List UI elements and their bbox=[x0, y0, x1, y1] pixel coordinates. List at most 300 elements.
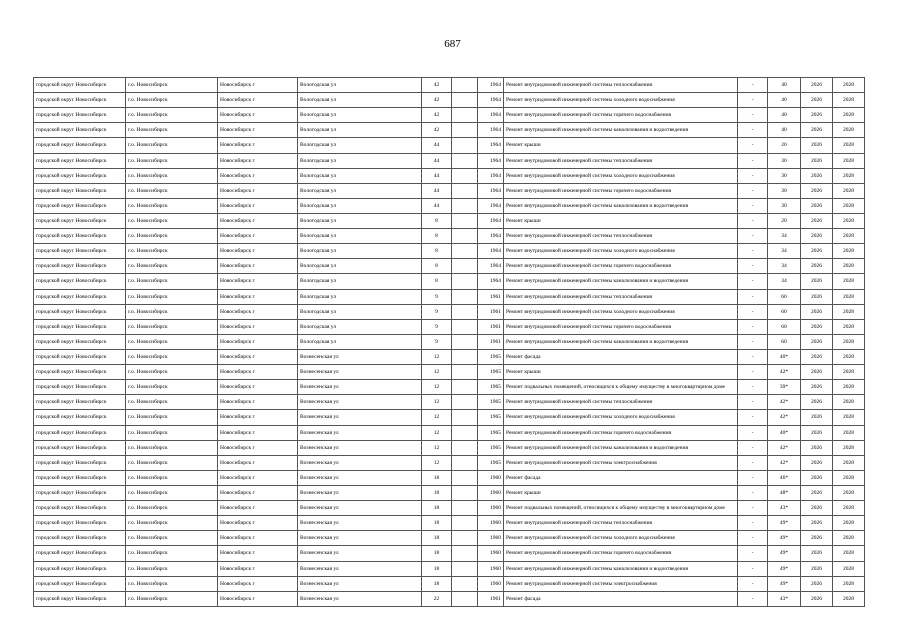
municipality-cell: городской округ Новосибирск bbox=[34, 78, 126, 93]
build-year-cell: 1965 bbox=[478, 455, 504, 470]
value-cell: 46* bbox=[768, 470, 801, 485]
building-cell bbox=[452, 93, 478, 108]
year-end-cell: 2028 bbox=[833, 244, 865, 259]
year-start-cell: 2026 bbox=[801, 395, 833, 410]
build-year-cell: 1964 bbox=[478, 259, 504, 274]
city-cell: Новосибирск г bbox=[218, 531, 298, 546]
build-year-cell: 1961 bbox=[478, 304, 504, 319]
dash-cell: - bbox=[738, 259, 768, 274]
building-cell bbox=[452, 349, 478, 364]
year-end-cell: 2028 bbox=[833, 591, 865, 606]
table-row bbox=[34, 229, 865, 244]
street-cell: Вологодская ул bbox=[298, 319, 422, 334]
build-year-cell: 1964 bbox=[478, 183, 504, 198]
build-year-cell: 1960 bbox=[478, 516, 504, 531]
value-cell: 42* bbox=[768, 395, 801, 410]
table-row bbox=[34, 183, 865, 198]
work-type-cell: Ремонт внутридомовой инженерной системы холодного водоснабжения bbox=[504, 531, 738, 546]
city-cell: Новосибирск г bbox=[218, 213, 298, 228]
year-end-cell: 2028 bbox=[833, 380, 865, 395]
district-cell: г.о. Новосибирск bbox=[126, 319, 218, 334]
street-cell: Вознесенская ул bbox=[298, 531, 422, 546]
city-cell: Новосибирск г bbox=[218, 123, 298, 138]
district-cell: г.о. Новосибирск bbox=[126, 531, 218, 546]
house-number-cell: 12 bbox=[422, 365, 452, 380]
house-number-cell: 44 bbox=[422, 183, 452, 198]
work-type-cell: Ремонт внутридомовой инженерной системы канализования и водоотведения bbox=[504, 274, 738, 289]
year-end-cell: 2028 bbox=[833, 516, 865, 531]
dash-cell: - bbox=[738, 244, 768, 259]
street-cell: Вологодская ул bbox=[298, 198, 422, 213]
municipality-cell: городской округ Новосибирск bbox=[34, 380, 126, 395]
year-end-cell: 2028 bbox=[833, 334, 865, 349]
year-start-cell: 2026 bbox=[801, 213, 833, 228]
value-cell: 30 bbox=[768, 183, 801, 198]
street-cell: Вологодская ул bbox=[298, 78, 422, 93]
dash-cell: - bbox=[738, 123, 768, 138]
dash-cell: - bbox=[738, 516, 768, 531]
city-cell: Новосибирск г bbox=[218, 501, 298, 516]
value-cell: 40* bbox=[768, 425, 801, 440]
house-number-cell: 42 bbox=[422, 108, 452, 123]
municipality-cell: городской округ Новосибирск bbox=[34, 244, 126, 259]
street-cell: Вознесенская ул bbox=[298, 410, 422, 425]
year-start-cell: 2026 bbox=[801, 531, 833, 546]
municipality-cell: городской округ Новосибирск bbox=[34, 501, 126, 516]
dash-cell: - bbox=[738, 213, 768, 228]
city-cell: Новосибирск г bbox=[218, 259, 298, 274]
dash-cell: - bbox=[738, 319, 768, 334]
table-row bbox=[34, 576, 865, 591]
city-cell: Новосибирск г bbox=[218, 410, 298, 425]
work-type-cell: Ремонт внутридомовой инженерной системы канализования и водоотведения bbox=[504, 198, 738, 213]
building-cell bbox=[452, 425, 478, 440]
build-year-cell: 1961 bbox=[478, 334, 504, 349]
year-end-cell: 2028 bbox=[833, 546, 865, 561]
build-year-cell: 1960 bbox=[478, 485, 504, 500]
city-cell: Новосибирск г bbox=[218, 485, 298, 500]
street-cell: Вознесенская ул bbox=[298, 591, 422, 606]
street-cell: Вознесенская ул bbox=[298, 365, 422, 380]
street-cell: Вознесенская ул bbox=[298, 425, 422, 440]
dash-cell: - bbox=[738, 274, 768, 289]
building-cell bbox=[452, 244, 478, 259]
work-type-cell: Ремонт внутридомовой инженерной системы теплоснабжения bbox=[504, 153, 738, 168]
work-type-cell: Ремонт внутридомовой инженерной системы горячего водоснабжения bbox=[504, 425, 738, 440]
year-start-cell: 2026 bbox=[801, 516, 833, 531]
building-cell bbox=[452, 229, 478, 244]
work-type-cell: Ремонт внутридомовой инженерной системы горячего водоснабжения bbox=[504, 259, 738, 274]
district-cell: г.о. Новосибирск bbox=[126, 138, 218, 153]
year-start-cell: 2026 bbox=[801, 183, 833, 198]
value-cell: 34 bbox=[768, 274, 801, 289]
dash-cell: - bbox=[738, 198, 768, 213]
value-cell: 20 bbox=[768, 138, 801, 153]
city-cell: Новосибирск г bbox=[218, 440, 298, 455]
building-cell bbox=[452, 365, 478, 380]
dash-cell: - bbox=[738, 183, 768, 198]
table-row bbox=[34, 561, 865, 576]
repair-schedule-table bbox=[33, 77, 865, 607]
table-row bbox=[34, 168, 865, 183]
district-cell: г.о. Новосибирск bbox=[126, 244, 218, 259]
city-cell: Новосибирск г bbox=[218, 365, 298, 380]
dash-cell: - bbox=[738, 153, 768, 168]
building-cell bbox=[452, 546, 478, 561]
street-cell: Вологодская ул bbox=[298, 93, 422, 108]
house-number-cell: 12 bbox=[422, 395, 452, 410]
work-type-cell: Ремонт внутридомовой инженерной системы теплоснабжения bbox=[504, 289, 738, 304]
build-year-cell: 1960 bbox=[478, 546, 504, 561]
value-cell: 39* bbox=[768, 380, 801, 395]
dash-cell: - bbox=[738, 546, 768, 561]
work-type-cell: Ремонт крыши bbox=[504, 485, 738, 500]
build-year-cell: 1964 bbox=[478, 229, 504, 244]
street-cell: Вознесенская ул bbox=[298, 501, 422, 516]
build-year-cell: 1960 bbox=[478, 531, 504, 546]
municipality-cell: городской округ Новосибирск bbox=[34, 259, 126, 274]
street-cell: Вологодская ул bbox=[298, 123, 422, 138]
build-year-cell: 1964 bbox=[478, 244, 504, 259]
municipality-cell: городской округ Новосибирск bbox=[34, 365, 126, 380]
value-cell: 34 bbox=[768, 244, 801, 259]
work-type-cell: Ремонт подвальных помещений, относящихся к общему имуществу в многоквартирном доме bbox=[504, 501, 738, 516]
district-cell: г.о. Новосибирск bbox=[126, 229, 218, 244]
table-row bbox=[34, 591, 865, 606]
value-cell: 43* bbox=[768, 501, 801, 516]
street-cell: Вознесенская ул bbox=[298, 380, 422, 395]
district-cell: г.о. Новосибирск bbox=[126, 365, 218, 380]
street-cell: Вологодская ул bbox=[298, 108, 422, 123]
build-year-cell: 1965 bbox=[478, 410, 504, 425]
year-end-cell: 2028 bbox=[833, 304, 865, 319]
table-row bbox=[34, 93, 865, 108]
district-cell: г.о. Новосибирск bbox=[126, 274, 218, 289]
house-number-cell: 42 bbox=[422, 78, 452, 93]
table-row bbox=[34, 289, 865, 304]
year-end-cell: 2028 bbox=[833, 78, 865, 93]
work-type-cell: Ремонт крыши bbox=[504, 365, 738, 380]
building-cell bbox=[452, 304, 478, 319]
district-cell: г.о. Новосибирск bbox=[126, 485, 218, 500]
city-cell: Новосибирск г bbox=[218, 576, 298, 591]
building-cell bbox=[452, 213, 478, 228]
year-end-cell: 2028 bbox=[833, 259, 865, 274]
year-start-cell: 2026 bbox=[801, 365, 833, 380]
year-end-cell: 2028 bbox=[833, 274, 865, 289]
work-type-cell: Ремонт внутридомовой инженерной системы теплоснабжения bbox=[504, 516, 738, 531]
house-number-cell: 8 bbox=[422, 274, 452, 289]
year-start-cell: 2026 bbox=[801, 153, 833, 168]
year-end-cell: 2028 bbox=[833, 108, 865, 123]
city-cell: Новосибирск г bbox=[218, 319, 298, 334]
district-cell: г.о. Новосибирск bbox=[126, 198, 218, 213]
district-cell: г.о. Новосибирск bbox=[126, 425, 218, 440]
house-number-cell: 12 bbox=[422, 410, 452, 425]
district-cell: г.о. Новосибирск bbox=[126, 123, 218, 138]
house-number-cell: 18 bbox=[422, 531, 452, 546]
building-cell bbox=[452, 319, 478, 334]
municipality-cell: городской округ Новосибирск bbox=[34, 516, 126, 531]
district-cell: г.о. Новосибирск bbox=[126, 546, 218, 561]
table-row bbox=[34, 531, 865, 546]
work-type-cell: Ремонт внутридомовой инженерной системы канализования и водоотведения bbox=[504, 561, 738, 576]
municipality-cell: городской округ Новосибирск bbox=[34, 319, 126, 334]
house-number-cell: 8 bbox=[422, 259, 452, 274]
municipality-cell: городской округ Новосибирск bbox=[34, 440, 126, 455]
work-type-cell: Ремонт внутридомовой инженерной системы холодного водоснабжения bbox=[504, 244, 738, 259]
city-cell: Новосибирск г bbox=[218, 229, 298, 244]
work-type-cell: Ремонт подвальных помещений, относящихся к общему имуществу в многоквартирном доме bbox=[504, 380, 738, 395]
district-cell: г.о. Новосибирск bbox=[126, 108, 218, 123]
city-cell: Новосибирск г bbox=[218, 138, 298, 153]
work-type-cell: Ремонт крыши bbox=[504, 138, 738, 153]
year-start-cell: 2026 bbox=[801, 229, 833, 244]
table-row bbox=[34, 485, 865, 500]
house-number-cell: 9 bbox=[422, 334, 452, 349]
city-cell: Новосибирск г bbox=[218, 561, 298, 576]
year-start-cell: 2026 bbox=[801, 259, 833, 274]
dash-cell: - bbox=[738, 289, 768, 304]
building-cell bbox=[452, 591, 478, 606]
building-cell bbox=[452, 274, 478, 289]
dash-cell: - bbox=[738, 591, 768, 606]
build-year-cell: 1960 bbox=[478, 470, 504, 485]
year-start-cell: 2026 bbox=[801, 546, 833, 561]
build-year-cell: 1965 bbox=[478, 349, 504, 364]
year-start-cell: 2026 bbox=[801, 289, 833, 304]
year-end-cell: 2028 bbox=[833, 440, 865, 455]
city-cell: Новосибирск г bbox=[218, 244, 298, 259]
year-start-cell: 2026 bbox=[801, 425, 833, 440]
district-cell: г.о. Новосибирск bbox=[126, 591, 218, 606]
building-cell bbox=[452, 410, 478, 425]
work-type-cell: Ремонт внутридомовой инженерной системы теплоснабжения bbox=[504, 78, 738, 93]
street-cell: Вологодская ул bbox=[298, 213, 422, 228]
municipality-cell: городской округ Новосибирск bbox=[34, 198, 126, 213]
street-cell: Вологодская ул bbox=[298, 183, 422, 198]
year-end-cell: 2028 bbox=[833, 319, 865, 334]
building-cell bbox=[452, 485, 478, 500]
building-cell bbox=[452, 289, 478, 304]
municipality-cell: городской округ Новосибирск bbox=[34, 410, 126, 425]
build-year-cell: 1960 bbox=[478, 501, 504, 516]
street-cell: Вологодская ул bbox=[298, 274, 422, 289]
year-end-cell: 2028 bbox=[833, 561, 865, 576]
table-row bbox=[34, 78, 865, 93]
district-cell: г.о. Новосибирск bbox=[126, 183, 218, 198]
street-cell: Вознесенская ул bbox=[298, 349, 422, 364]
building-cell bbox=[452, 395, 478, 410]
city-cell: Новосибирск г bbox=[218, 455, 298, 470]
municipality-cell: городской округ Новосибирск bbox=[34, 455, 126, 470]
build-year-cell: 1964 bbox=[478, 153, 504, 168]
street-cell: Вологодская ул bbox=[298, 244, 422, 259]
dash-cell: - bbox=[738, 485, 768, 500]
year-start-cell: 2026 bbox=[801, 440, 833, 455]
city-cell: Новосибирск г bbox=[218, 425, 298, 440]
year-end-cell: 2028 bbox=[833, 485, 865, 500]
dash-cell: - bbox=[738, 78, 768, 93]
table-row bbox=[34, 395, 865, 410]
table-row bbox=[34, 349, 865, 364]
city-cell: Новосибирск г bbox=[218, 108, 298, 123]
value-cell: 42* bbox=[768, 455, 801, 470]
value-cell: 60 bbox=[768, 319, 801, 334]
municipality-cell: городской округ Новосибирск bbox=[34, 289, 126, 304]
district-cell: г.о. Новосибирск bbox=[126, 395, 218, 410]
work-type-cell: Ремонт крыши bbox=[504, 213, 738, 228]
value-cell: 49* bbox=[768, 546, 801, 561]
district-cell: г.о. Новосибирск bbox=[126, 213, 218, 228]
year-start-cell: 2026 bbox=[801, 319, 833, 334]
work-type-cell: Ремонт внутридомовой инженерной системы канализования и водоотведения bbox=[504, 440, 738, 455]
year-end-cell: 2028 bbox=[833, 455, 865, 470]
municipality-cell: городской округ Новосибирск bbox=[34, 425, 126, 440]
building-cell bbox=[452, 531, 478, 546]
district-cell: г.о. Новосибирск bbox=[126, 93, 218, 108]
year-start-cell: 2026 bbox=[801, 123, 833, 138]
dash-cell: - bbox=[738, 576, 768, 591]
street-cell: Вознесенская ул bbox=[298, 546, 422, 561]
district-cell: г.о. Новосибирск bbox=[126, 304, 218, 319]
city-cell: Новосибирск г bbox=[218, 349, 298, 364]
street-cell: Вознесенская ул bbox=[298, 516, 422, 531]
district-cell: г.о. Новосибирск bbox=[126, 576, 218, 591]
street-cell: Вологодская ул bbox=[298, 168, 422, 183]
table-row bbox=[34, 365, 865, 380]
year-end-cell: 2028 bbox=[833, 365, 865, 380]
year-end-cell: 2028 bbox=[833, 123, 865, 138]
municipality-cell: городской округ Новосибирск bbox=[34, 213, 126, 228]
district-cell: г.о. Новосибирск bbox=[126, 561, 218, 576]
building-cell bbox=[452, 198, 478, 213]
year-start-cell: 2026 bbox=[801, 78, 833, 93]
work-type-cell: Ремонт внутридомовой инженерной системы теплоснабжения bbox=[504, 395, 738, 410]
building-cell bbox=[452, 108, 478, 123]
year-start-cell: 2026 bbox=[801, 168, 833, 183]
street-cell: Вознесенская ул bbox=[298, 470, 422, 485]
table-row bbox=[34, 123, 865, 138]
district-cell: г.о. Новосибирск bbox=[126, 168, 218, 183]
street-cell: Вологодская ул bbox=[298, 334, 422, 349]
build-year-cell: 1964 bbox=[478, 78, 504, 93]
city-cell: Новосибирск г bbox=[218, 93, 298, 108]
dash-cell: - bbox=[738, 531, 768, 546]
municipality-cell: городской округ Новосибирск bbox=[34, 349, 126, 364]
municipality-cell: городской округ Новосибирск bbox=[34, 229, 126, 244]
table-body bbox=[34, 78, 865, 607]
build-year-cell: 1964 bbox=[478, 108, 504, 123]
work-type-cell: Ремонт внутридомовой инженерной системы горячего водоснабжения bbox=[504, 319, 738, 334]
district-cell: г.о. Новосибирск bbox=[126, 501, 218, 516]
building-cell bbox=[452, 501, 478, 516]
table-row bbox=[34, 138, 865, 153]
work-type-cell: Ремонт внутридомовой инженерной системы горячего водоснабжения bbox=[504, 108, 738, 123]
house-number-cell: 44 bbox=[422, 198, 452, 213]
build-year-cell: 1965 bbox=[478, 395, 504, 410]
build-year-cell: 1964 bbox=[478, 213, 504, 228]
work-type-cell: Ремонт внутридомовой инженерной системы электроснабжения bbox=[504, 455, 738, 470]
municipality-cell: городской округ Новосибирск bbox=[34, 183, 126, 198]
year-start-cell: 2026 bbox=[801, 304, 833, 319]
value-cell: 30 bbox=[768, 168, 801, 183]
value-cell: 49* bbox=[768, 561, 801, 576]
page-number: 687 bbox=[444, 38, 461, 50]
house-number-cell: 12 bbox=[422, 349, 452, 364]
district-cell: г.о. Новосибирск bbox=[126, 259, 218, 274]
street-cell: Вологодская ул bbox=[298, 138, 422, 153]
work-type-cell: Ремонт внутридомовой инженерной системы теплоснабжения bbox=[504, 229, 738, 244]
year-start-cell: 2026 bbox=[801, 138, 833, 153]
building-cell bbox=[452, 78, 478, 93]
dash-cell: - bbox=[738, 108, 768, 123]
year-end-cell: 2028 bbox=[833, 138, 865, 153]
table-row bbox=[34, 501, 865, 516]
year-end-cell: 2028 bbox=[833, 183, 865, 198]
year-start-cell: 2026 bbox=[801, 470, 833, 485]
year-start-cell: 2026 bbox=[801, 485, 833, 500]
city-cell: Новосибирск г bbox=[218, 168, 298, 183]
work-type-cell: Ремонт внутридомовой инженерной системы горячего водоснабжения bbox=[504, 546, 738, 561]
house-number-cell: 18 bbox=[422, 576, 452, 591]
table-row bbox=[34, 244, 865, 259]
build-year-cell: 1964 bbox=[478, 168, 504, 183]
year-end-cell: 2028 bbox=[833, 289, 865, 304]
value-cell: 43* bbox=[768, 591, 801, 606]
value-cell: 49* bbox=[768, 531, 801, 546]
value-cell: 40 bbox=[768, 108, 801, 123]
municipality-cell: городской округ Новосибирск bbox=[34, 138, 126, 153]
year-start-cell: 2026 bbox=[801, 576, 833, 591]
municipality-cell: городской округ Новосибирск bbox=[34, 561, 126, 576]
house-number-cell: 18 bbox=[422, 546, 452, 561]
dash-cell: - bbox=[738, 304, 768, 319]
city-cell: Новосибирск г bbox=[218, 395, 298, 410]
table-row bbox=[34, 546, 865, 561]
year-end-cell: 2028 bbox=[833, 470, 865, 485]
year-end-cell: 2028 bbox=[833, 93, 865, 108]
value-cell: 30 bbox=[768, 153, 801, 168]
value-cell: 49* bbox=[768, 516, 801, 531]
dash-cell: - bbox=[738, 380, 768, 395]
house-number-cell: 22 bbox=[422, 591, 452, 606]
dash-cell: - bbox=[738, 410, 768, 425]
city-cell: Новосибирск г bbox=[218, 546, 298, 561]
municipality-cell: городской округ Новосибирск bbox=[34, 591, 126, 606]
work-type-cell: Ремонт фасада bbox=[504, 591, 738, 606]
street-cell: Вологодская ул bbox=[298, 304, 422, 319]
table-row bbox=[34, 380, 865, 395]
table-row bbox=[34, 259, 865, 274]
year-end-cell: 2028 bbox=[833, 213, 865, 228]
dash-cell: - bbox=[738, 455, 768, 470]
year-start-cell: 2026 bbox=[801, 349, 833, 364]
build-year-cell: 1961 bbox=[478, 319, 504, 334]
table-row bbox=[34, 153, 865, 168]
building-cell bbox=[452, 470, 478, 485]
value-cell: 20 bbox=[768, 213, 801, 228]
dash-cell: - bbox=[738, 229, 768, 244]
house-number-cell: 44 bbox=[422, 138, 452, 153]
work-type-cell: Ремонт внутридомовой инженерной системы холодного водоснабжения bbox=[504, 93, 738, 108]
build-year-cell: 1965 bbox=[478, 380, 504, 395]
table-row bbox=[34, 319, 865, 334]
house-number-cell: 9 bbox=[422, 289, 452, 304]
district-cell: г.о. Новосибирск bbox=[126, 470, 218, 485]
build-year-cell: 1964 bbox=[478, 93, 504, 108]
year-end-cell: 2028 bbox=[833, 198, 865, 213]
